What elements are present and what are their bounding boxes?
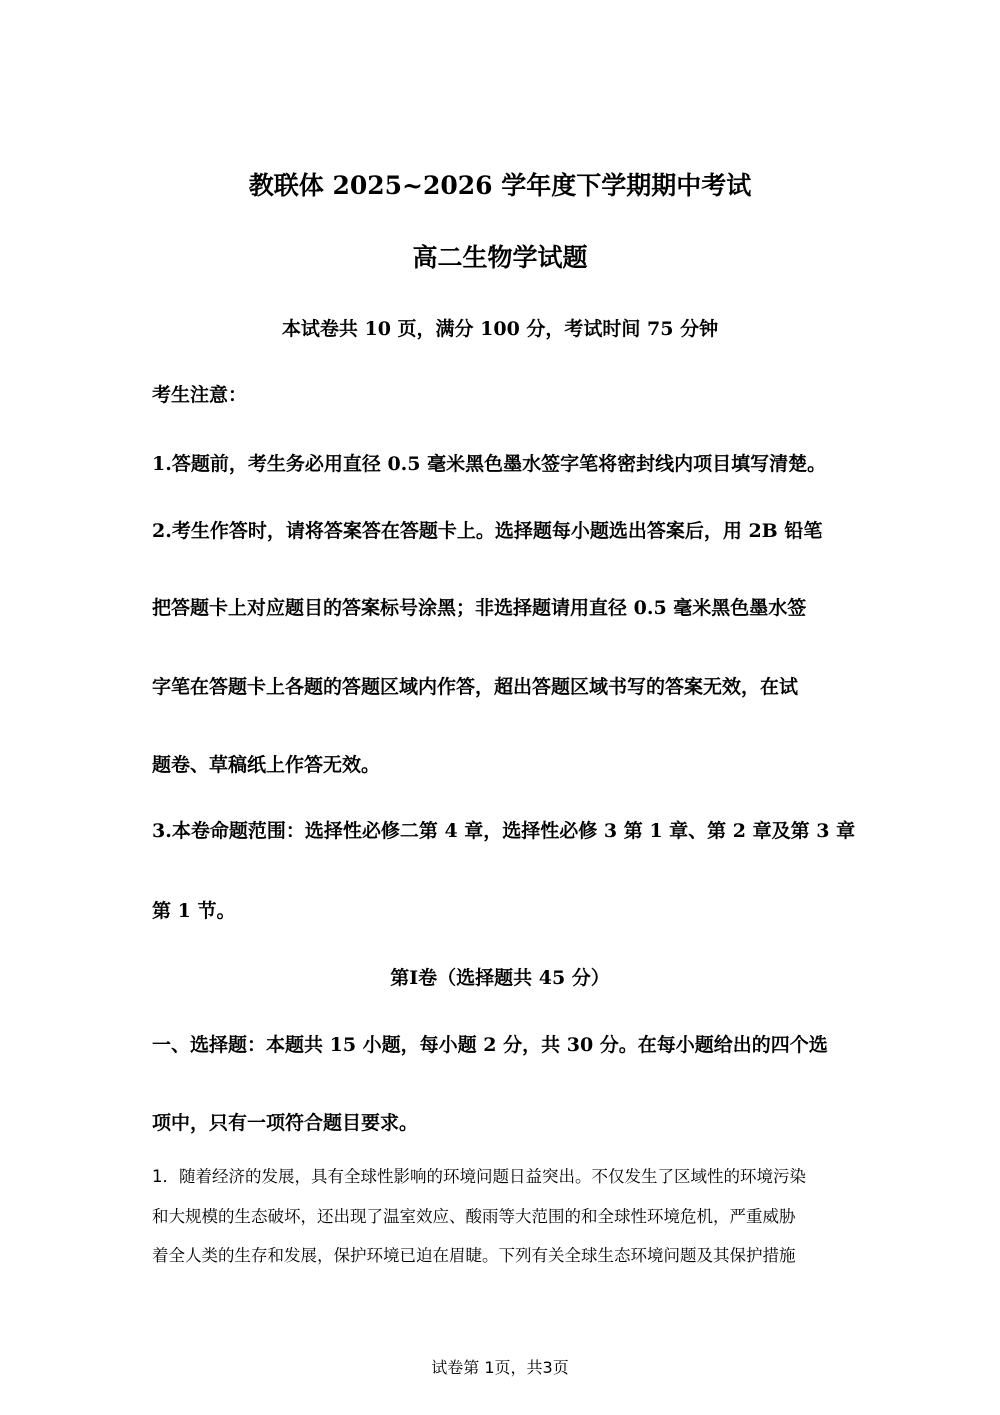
exam-subtitle: 高二生物学试题 [412,243,588,272]
notice-item-2-line: 2.考生作答时，请将答案答在答题卡上。选择题每小题选出答案后，用 2B 铅笔 [152,520,823,542]
notice-heading: 考生注意： [152,384,248,406]
page-footer: 试卷第 1页，共3页 [431,1358,569,1377]
section-intro-line: 项中，只有一项符合题目要求。 [152,1112,419,1134]
notice-item-3-line: 3.本卷命题范围：选择性必修二第 4 章，选择性必修 3 第 1 章、第 2 章及第 3 章 [152,820,856,842]
notice-item-2-line: 题卷、草稿纸上作答无效。 [152,754,381,776]
exam-info: 本试卷共 10 页，满分 100 分，考试时间 75 分钟 [281,318,719,340]
question-1-line: 着全人类的生存和发展，保护环境已迫在眉睫。下列有关全球生态环境问题及其保护措施 [152,1246,796,1265]
notice-item-2-line: 字笔在答题卡上各题的答题区域内作答，超出答题区域书写的答案无效，在试 [152,676,799,698]
notice-item-3-line: 第 1 节。 [152,900,236,922]
notice-item-1: 1.答题前，考生务必用直径 0.5 毫米黑色墨水签字笔将密封线内项目填写清楚。 [152,453,827,475]
question-1-line: 和大规模的生态破坏，还出现了温室效应、酸雨等大范围的和全球性环境危机，严重威胁 [152,1207,796,1226]
question-1-line: 1．随着经济的发展，具有全球性影响的环境问题日益突出。不仅发生了区域性的环境污染 [152,1167,806,1186]
section-intro-line: 一、选择题：本题共 15 小题，每小题 2 分，共 30 分。在每小题给出的四个选 [152,1034,828,1056]
notice-item-2-line: 把答题卡上对应题目的答案标号涂黑；非选择题请用直径 0.5 毫米黑色墨水签 [152,597,807,619]
exam-title: 教联体 2025~2026 学年度下学期期中考试 [248,171,752,200]
section-heading: 第Ⅰ卷（选择题共 45 分） [390,967,610,989]
